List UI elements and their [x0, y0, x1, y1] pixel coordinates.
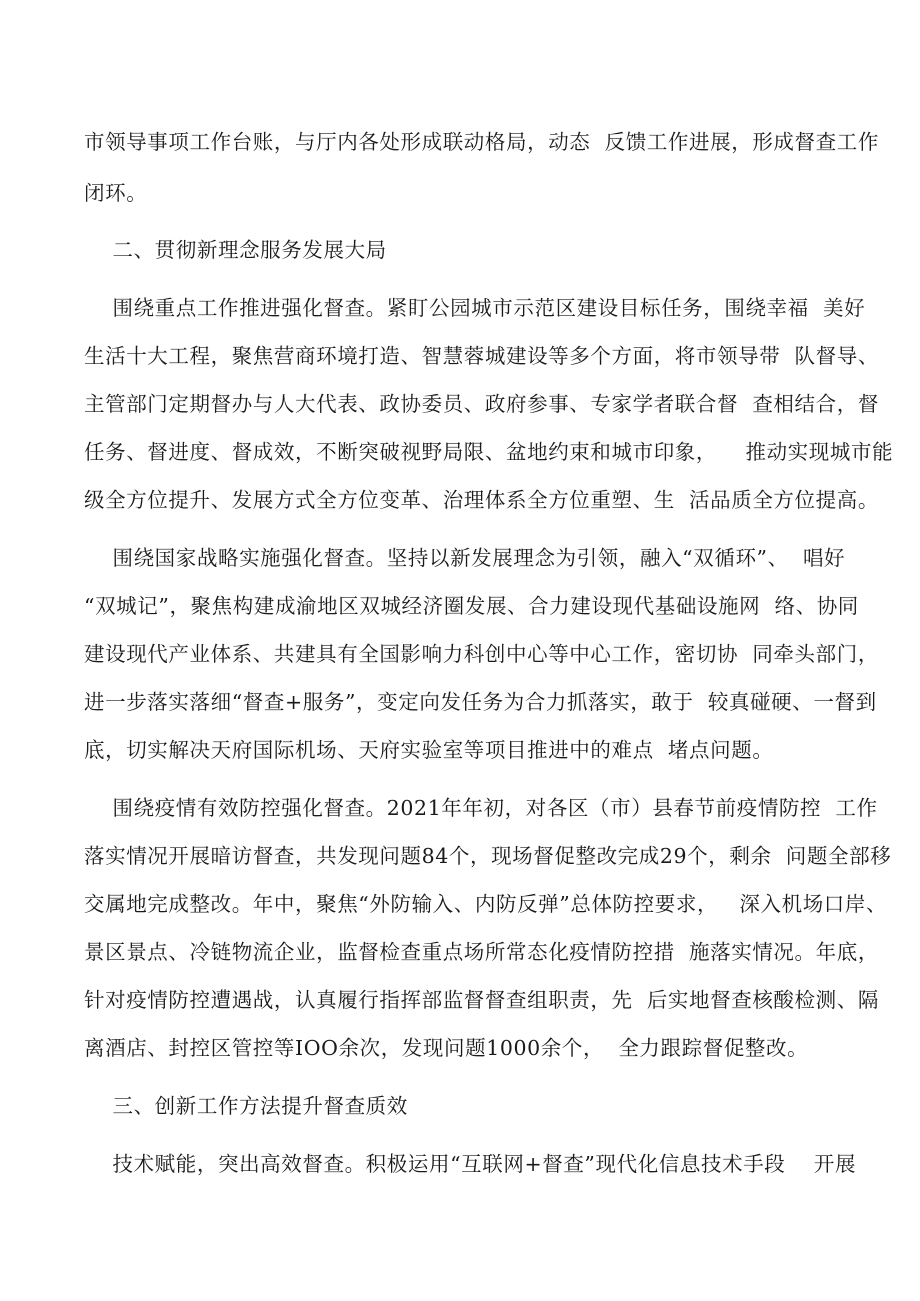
text-line: 技术赋能，突出高效督查。积极运用“互联网+督查”现代化信息技术手段 开展	[84, 1152, 857, 1176]
text-line: 围绕重点工作推进强化督查。紧盯公园城市示范区建设目标任务，围绕幸福 美好	[84, 296, 866, 320]
text-line: 进一步落实落细“督查+服务”，变定向发任务为合力抓落实，敢于 较真碰硬、一督到	[84, 690, 877, 714]
text-line: 主管部门定期督办与人大代表、政协委员、政府参事、专家学者联合督 查相结合，督	[84, 392, 879, 416]
text-line: 闭环。	[84, 181, 148, 205]
text-line: 针对疫情防控遭遇战，认真履行指挥部监督督查组职责，先 后实地督查核酸检测、隔	[84, 988, 879, 1012]
text-line: 级全方位提升、发展方式全方位变革、治理体系全方位重塑、生 活品质全方位提高。	[84, 488, 879, 512]
text-line: 交属地完成整改。年中，聚焦“外防输入、内防反弹”总体防控要求， 深入机场口岸、	[84, 892, 888, 916]
text-line: 建设现代产业体系、共建具有全国影响力科创中心等中心工作，密切协 同牵头部门，	[84, 642, 879, 666]
text-line: 任务、督进度、督成效，不断突破视野局限、盆地约束和城市印象， 推动实现城市能	[84, 440, 894, 464]
text-line: 落实情况开展暗访督查，共发现问题84个，现场督促整改完成29个，剩余 问题全部移	[84, 844, 892, 868]
text-line: 市领导事项工作台账，与厅内各处形成联动格局，动态 反馈工作进展，形成督查工作	[84, 130, 879, 154]
section-heading: 二、贯彻新理念服务发展大局	[84, 238, 387, 262]
text-line: 生活十大工程，聚焦营商环境打造、智慧蓉城建设等多个方面，将市领导带 队督导、	[84, 344, 879, 368]
section-heading: 三、创新工作方法提升督查质效	[84, 1094, 408, 1118]
text-line: 底，切实解决天府国际机场、天府实验室等项目推进中的难点 堵点问题。	[84, 738, 774, 762]
text-line: 围绕疫情有效防控强化督查。2021年年初，对各区（市）县春节前疫情防控 工作	[84, 796, 878, 820]
text-line: 围绕国家战略实施强化督查。坚持以新发展理念为引领，融入“双循环”、 唱好	[84, 546, 846, 570]
text-line: 景区景点、冷链物流企业，监督检查重点场所常态化疫情防控措 施落实情况。年底，	[84, 940, 879, 964]
text-line: “双城记”，聚焦构建成渝地区双城经济圈发展、合力建设现代基础设施网 络、协同	[84, 594, 859, 618]
text-line: 离酒店、封控区管控等IOO余次，发现问题1000余个， 全力跟踪督促整改。	[84, 1036, 809, 1060]
